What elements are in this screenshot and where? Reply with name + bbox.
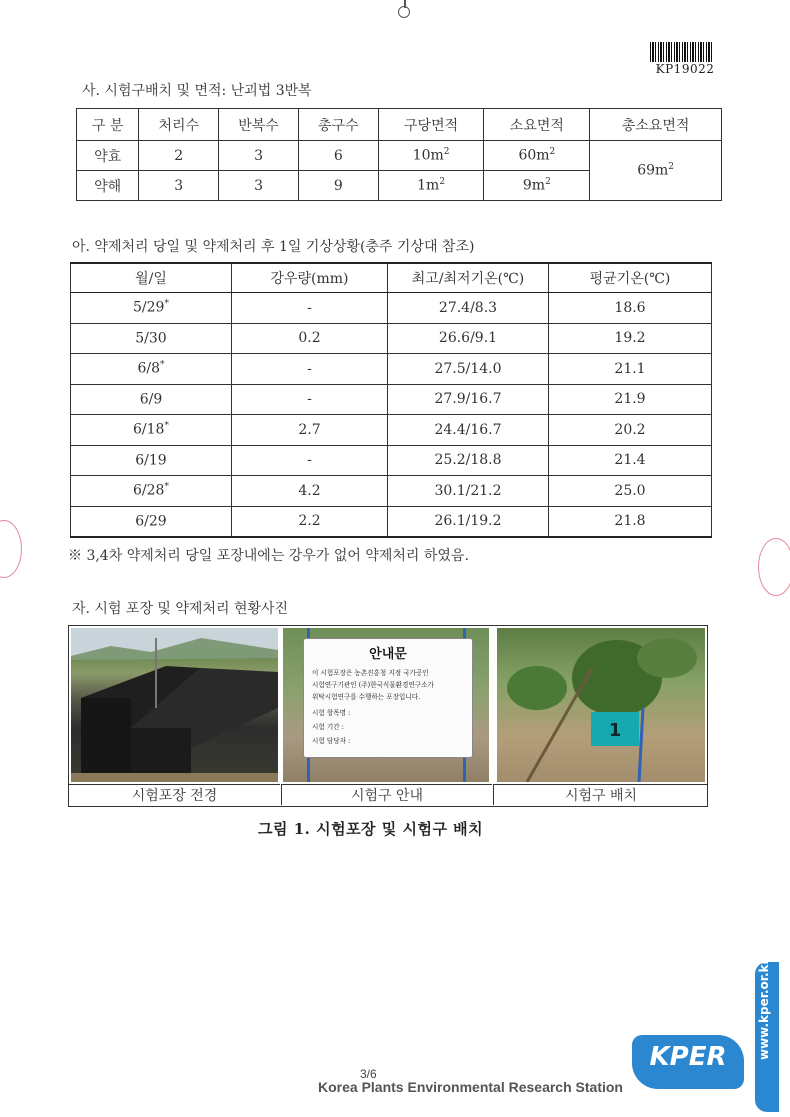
cell-avg: 21.1 [549,354,712,385]
cell-avg: 20.2 [549,415,712,446]
cell-rain: - [232,354,388,385]
table-row [71,415,712,446]
header-category: 구 분 [77,109,139,141]
document-id: KP19022 [655,62,715,76]
cell-rain: 2.7 [232,415,388,446]
sign-line: 이 시험포장은 농촌진흥청 지정 국가공인 [312,669,429,677]
layout-section-title: 사. 시험구배치 및 면적: 난괴법 3반복 [82,83,312,99]
photo-plot-layout [497,628,705,782]
table-row [71,476,712,507]
sign-line: 시험 기간 : [312,723,344,731]
cell-rain: 2.2 [232,506,388,537]
table-row [71,323,712,354]
plant-plot-illustration [497,628,705,782]
cell-avg: 21.8 [549,506,712,537]
header-avg-temp: 평균기온(℃) [549,263,712,293]
cell-treatments: 3 [139,171,219,201]
table-row [71,445,712,476]
cell-date: 5/29* [71,293,232,324]
cell-rain: - [232,445,388,476]
cell-required-area: $60m^2$ [484,141,590,171]
header-max-min-temp: 최고/최저기온(℃) [388,263,549,293]
cell-date: 6/19 [71,445,232,476]
cell-temp: 27.4/8.3 [388,293,549,324]
photo-caption-layout: 시험구 배치 [493,784,708,805]
header-rainfall: 강우량(mm) [232,263,388,293]
field-shade-net-illustration [71,628,278,782]
table-header-row [77,109,722,141]
sign-line: 위탁시험연구를 수행하는 포장입니다. [312,693,421,701]
cell-temp: 30.1/21.2 [388,476,549,507]
plot-layout-table [76,108,722,201]
cell-date: 6/28* [71,476,232,507]
cell-required-area: $9m^2$ [484,171,590,201]
cell-date: 6/29 [71,506,232,537]
plot-number-marker: 1 [608,720,622,741]
cell-rain: - [232,384,388,415]
header-total-area: 총소요면적 [590,109,722,141]
cell-name: 약효 [77,141,139,171]
sign-line: 시험연구기관인 (주)한국식물환경연구소가 [312,681,434,689]
cell-plot-area: $1m^2$ [378,171,484,201]
header-treatments: 처리수 [139,109,219,141]
photo-field-overview [71,628,278,782]
cell-reps: 3 [219,171,299,201]
sign-line: 시험 항목명 : [312,709,351,717]
cell-plots: 9 [298,171,378,201]
weather-section-title: 아. 약제처리 당일 및 약제처리 후 1일 기상상황(충주 기상대 참조) [72,239,475,255]
cell-avg: 25.0 [549,476,712,507]
table-header-row [71,263,712,293]
weather-note: ※ 3,4차 약제처리 당일 포장내에는 강우가 없어 약제처리 하였음. [68,548,469,564]
header-replications: 반복수 [219,109,299,141]
cell-date: 6/9 [71,384,232,415]
photo-panel [68,625,708,807]
table-row [77,141,722,171]
cell-plots: 6 [298,141,378,171]
page-number: 3/6 [360,1067,377,1081]
cell-avg: 21.9 [549,384,712,415]
sign-title: 안내문 [369,647,407,662]
cell-plot-area: $10m^2$ [378,141,484,171]
table-row [71,506,712,537]
website-link[interactable]: www.kper.or.kr [757,958,771,1060]
cell-temp: 26.1/19.2 [388,506,549,537]
cell-temp: 26.6/9.1 [388,323,549,354]
cell-temp: 25.2/18.8 [388,445,549,476]
cell-avg: 19.2 [549,323,712,354]
cell-reps: 3 [219,141,299,171]
cell-date: 5/30 [71,323,232,354]
seal-stamp-left [0,520,22,578]
cell-rain: 0.2 [232,323,388,354]
cell-temp: 27.5/14.0 [388,354,549,385]
header-required-area: 소요면적 [484,109,590,141]
table-row [71,293,712,324]
table-row [71,384,712,415]
photo-plot-sign [283,628,489,782]
sign-line: 시험 담당자 : [312,737,351,745]
seal-stamp-right [758,538,790,596]
cell-date: 6/8* [71,354,232,385]
cell-name: 약해 [77,171,139,201]
photo-caption-sign: 시험구 안내 [281,784,492,805]
table-row [71,354,712,385]
photo-caption-overview: 시험포장 전경 [69,784,280,805]
header-date: 월/일 [71,263,232,293]
weather-table [70,262,712,538]
cell-avg: 21.4 [549,445,712,476]
cell-rain: 4.2 [232,476,388,507]
figure-caption: 그림 1. 시험포장 및 시험구 배치 [258,820,484,838]
cell-treatments: 2 [139,141,219,171]
cell-rain: - [232,293,388,324]
header-total-plots: 총구수 [298,109,378,141]
barcode [650,42,714,62]
header-plot-area: 구당면적 [378,109,484,141]
photo-section-title: 자. 시험 포장 및 약제처리 현황사진 [72,601,289,617]
cell-temp: 27.9/16.7 [388,384,549,415]
cell-total-area: $69m^2$ [590,141,722,201]
footer-organization: Korea Plants Environmental Research Station [318,1079,623,1095]
kper-logo-text: KPER [649,1042,727,1072]
cell-avg: 18.6 [549,293,712,324]
punch-hole [398,6,410,18]
cell-temp: 24.4/16.7 [388,415,549,446]
plot-info-sign [303,638,473,758]
cell-date: 6/18* [71,415,232,446]
